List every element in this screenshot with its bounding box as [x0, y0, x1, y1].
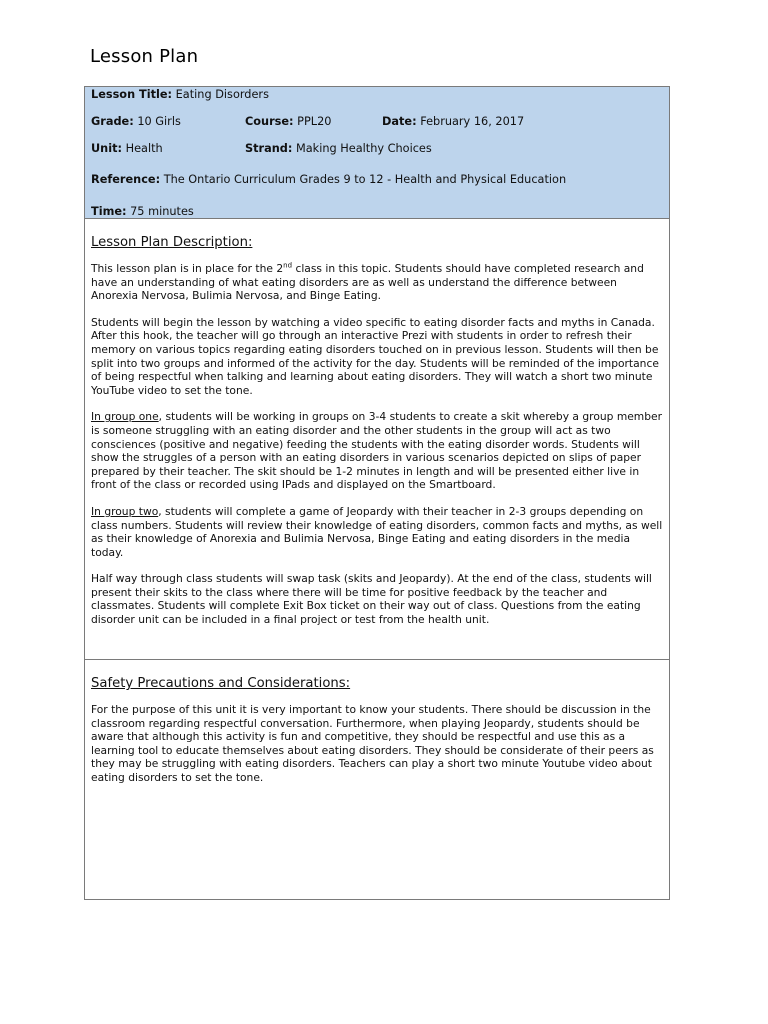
- description-paragraph-4: [91, 505, 663, 559]
- unit-value: Health: [125, 142, 163, 155]
- grade-value: 10 Girls: [137, 115, 181, 128]
- lesson-header: [85, 87, 669, 219]
- date-field: [382, 115, 524, 128]
- description-paragraph-5: Half way through class students will swap task (skits and Jeopardy). At the end of the class, students will present their skits to the class where there will be time for positive feedback by the teacher and classmates. Students will complete Exit Box ticket on their way out of class. Questions from the eating disorder unit can be included in a final project or test from the health unit.: [91, 572, 652, 627]
- time-label: Time:: [91, 205, 127, 218]
- description-paragraph-1: [91, 262, 663, 303]
- date-value: February 16, 2017: [420, 115, 525, 128]
- course-field: [245, 115, 331, 128]
- group-two-label: In group two: [91, 504, 159, 518]
- reference-field: [91, 173, 566, 186]
- lesson-title-row: [91, 88, 269, 101]
- description-p1-start: This lesson plan is in place for the 2: [91, 262, 284, 275]
- lesson-title-value: Eating Disorders: [175, 88, 269, 101]
- course-value: PPL20: [297, 115, 332, 128]
- safety-heading: Safety Precautions and Considerations:: [91, 676, 351, 691]
- unit-label: Unit:: [91, 142, 123, 155]
- strand-field: [245, 142, 432, 155]
- time-value: 75 minutes: [130, 205, 194, 218]
- strand-label: Strand:: [245, 142, 293, 155]
- reference-value: The Ontario Curriculum Grades 9 to 12 - Health and Physical Education: [163, 173, 567, 186]
- lesson-plan-table: [84, 86, 670, 900]
- lesson-description-section: [85, 219, 669, 660]
- course-label: Course:: [245, 115, 294, 128]
- group-one-label: In group one: [91, 410, 159, 424]
- safety-paragraph: For the purpose of this unit it is very important to know your students. There should be discussion in the classroom regarding respectful conversation. Furthermore, when playing Jeopardy, students should be aware that although this activity is fun and competitive, they should be respectful and use this as a learning tool to educate themselves about eating disorders. They should be considerate of their peers as they may be struggling with eating disorders. Teachers can play a short two minute Youtube video about eating disorders to set the tone.: [91, 703, 654, 784]
- group-one-text: , students will be working in groups on 3-4 students to create a skit whereby a group member is someone struggling with an eating disorder and the other students in the group will act as two consciences (positive and negative) feeding the students with the eating disorder words. Students will show the struggles of a person with an eating disorders in various scenarios depicted on slips of paper prepared by their teacher. The skit should be 1-2 minutes in length and will be presented either live in front of the class or recorded using IPads and displayed on the Smartboard.: [91, 410, 662, 492]
- time-field: [91, 205, 194, 218]
- description-p1-end: class in this topic. Students should have completed research and have an understanding of what eating disorders are as well as understand the difference between Anorexia Nervosa, Bulimia Nervosa, and Binge Eating.: [91, 262, 644, 303]
- lesson-title-label: Lesson Title:: [91, 88, 173, 101]
- group-two-text: , students will complete a game of Jeopardy with their teacher in 2-3 groups depending on class numbers. Students will review their knowledge of eating disorders, common facts and myths, as well as their knowledge of Anorexia and Bulimia Nervosa, Binge Eating and eating disorders in the media today.: [91, 504, 663, 559]
- ordinal-superscript: nd: [283, 261, 293, 270]
- reference-label: Reference:: [91, 173, 161, 186]
- description-paragraph-3: [91, 410, 663, 492]
- description-paragraph-2: Students will begin the lesson by watching a video specific to eating disorder facts and myths in Canada. After this hook, the teacher will go through an interactive Prezi with students in order to refresh their memory on various topics regarding eating disorders touched on in previous lesson. Students will then be split into two groups and informed of the activity for the day. Students will be reminded of the importance of being respectful when talking and learning about eating disorders. They will watch a short two minute YouTube video to set the tone.: [91, 315, 659, 397]
- unit-field: [91, 142, 163, 155]
- strand-value: Making Healthy Choices: [295, 142, 432, 155]
- grade-label: Grade:: [91, 115, 134, 128]
- description-heading: Lesson Plan Description:: [91, 235, 253, 250]
- safety-section: [85, 660, 669, 785]
- grade-field: [91, 115, 181, 128]
- date-label: Date:: [382, 115, 417, 128]
- page-title: Lesson Plan: [90, 46, 199, 67]
